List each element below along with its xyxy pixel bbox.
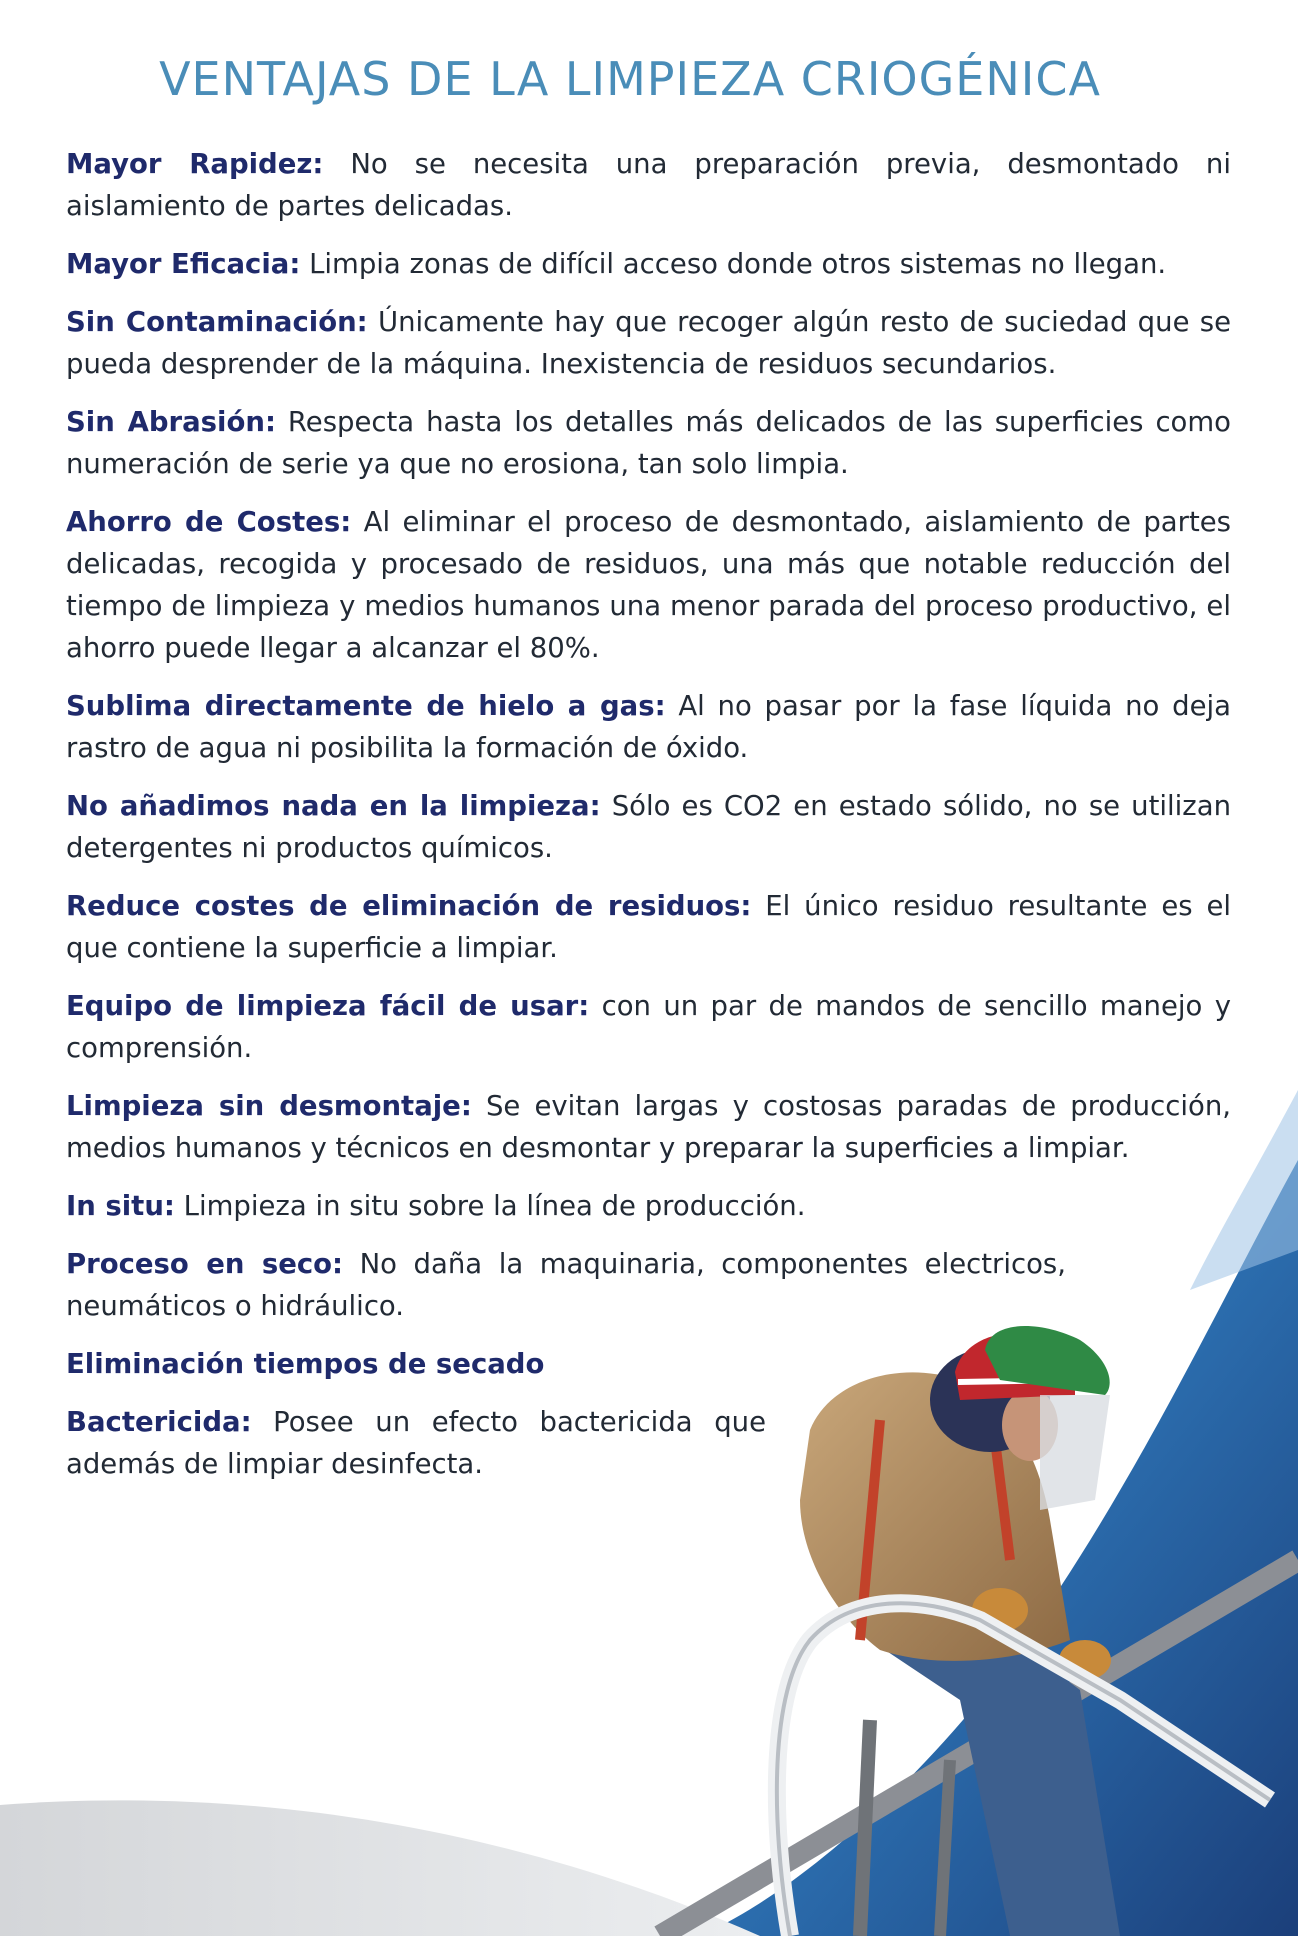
list-item-equipo-facil — [66, 985, 1231, 1069]
list-item-proceso-seco — [66, 1243, 1066, 1327]
item-label: Eliminación tiempos de secado — [66, 1348, 545, 1380]
item-label: No añadimos nada en la limpieza: — [66, 790, 601, 822]
list-item-no-anadimos — [66, 785, 1231, 869]
item-label: Ahorro de Costes: — [66, 506, 352, 538]
item-label: Sin Abrasión: — [66, 406, 276, 438]
list-item-bactericida — [66, 1401, 766, 1485]
item-text: Al no pasar por la fase líquida no deja rastro de agua ni posibilita la formación de óxido. — [66, 690, 1231, 764]
item-text: Se evitan largas y costosas paradas de producción, medios humanos y técnicos en desmontar y preparar la superficies a limpiar. — [66, 1090, 1231, 1164]
item-text: Sólo es CO2 en estado sólido, no se utilizan detergentes ni productos químicos. — [66, 790, 1232, 864]
item-label: Proceso en seco: — [66, 1248, 344, 1280]
item-text: Limpia zonas de difícil acceso donde otros sistemas no llegan. — [300, 248, 1167, 280]
item-text: Limpieza in situ sobre la línea de producción. — [174, 1190, 806, 1222]
list-item-ahorro-costes — [66, 501, 1231, 669]
metal-rail-2 — [860, 1720, 870, 1936]
list-item-mayor-rapidez — [66, 143, 1231, 227]
item-text: Respecta hasta los detalles más delicados de las superficies como numeración de serie ya que no erosiona, tan solo limpia. — [66, 406, 1231, 480]
item-label: Sublima directamente de hielo a gas: — [66, 690, 666, 722]
item-label: Sin Contaminación: — [66, 306, 368, 338]
item-text: Únicamente hay que recoger algún resto de suciedad que se pueda desprender de la máquina. Inexistencia de residuos secundarios. — [66, 306, 1232, 380]
list-item-sin-abrasion — [66, 401, 1231, 485]
item-label: Reduce costes de eliminación de residuos: — [66, 890, 752, 922]
item-label: Limpieza sin desmontaje: — [66, 1090, 472, 1122]
list-item-sin-desmontaje — [66, 1085, 1231, 1169]
item-label: Equipo de limpieza fácil de usar: — [66, 990, 590, 1022]
list-item-eliminacion-secado — [66, 1343, 1231, 1385]
item-label: In situ: — [66, 1190, 175, 1222]
list-item-reduce-costes — [66, 885, 1231, 969]
item-text: El único residuo resultante es el que contiene la superficie a limpiar. — [66, 890, 1232, 964]
item-text: Posee un efecto bactericida que además de limpiar desinfecta. — [66, 1406, 766, 1480]
item-text: con un par de mandos de sencillo manejo y comprensión. — [66, 990, 1232, 1064]
item-label: Mayor Rapidez: — [66, 148, 324, 180]
list-item-mayor-eficacia — [66, 243, 1231, 285]
item-text: Al eliminar el proceso de desmontado, aislamiento de partes delicadas, recogida y procesado de residuos, una más que notable reducción del tiempo de limpieza y medios humanos una menor parada del proceso productivo, el ahorro puede llegar a alcanzar el 80%. — [66, 506, 1231, 664]
list-item-sin-contaminacion — [66, 301, 1231, 385]
item-label: Bactericida: — [66, 1406, 252, 1438]
advantages-list — [66, 143, 1231, 1501]
page-title: VENTAJAS DE LA LIMPIEZA CRIOGÉNICA — [159, 52, 1101, 106]
list-item-in-situ — [66, 1185, 1231, 1227]
item-text: No se necesita una preparación previa, desmontado ni aislamiento de partes delicadas. — [66, 148, 1231, 222]
grey-swoosh-shape — [0, 1800, 760, 1936]
item-label: Mayor Eficacia: — [66, 248, 301, 280]
list-item-sublima — [66, 685, 1231, 769]
item-text: No daña la maquinaria, componentes electricos, neumáticos o hidráulico. — [66, 1248, 1066, 1322]
